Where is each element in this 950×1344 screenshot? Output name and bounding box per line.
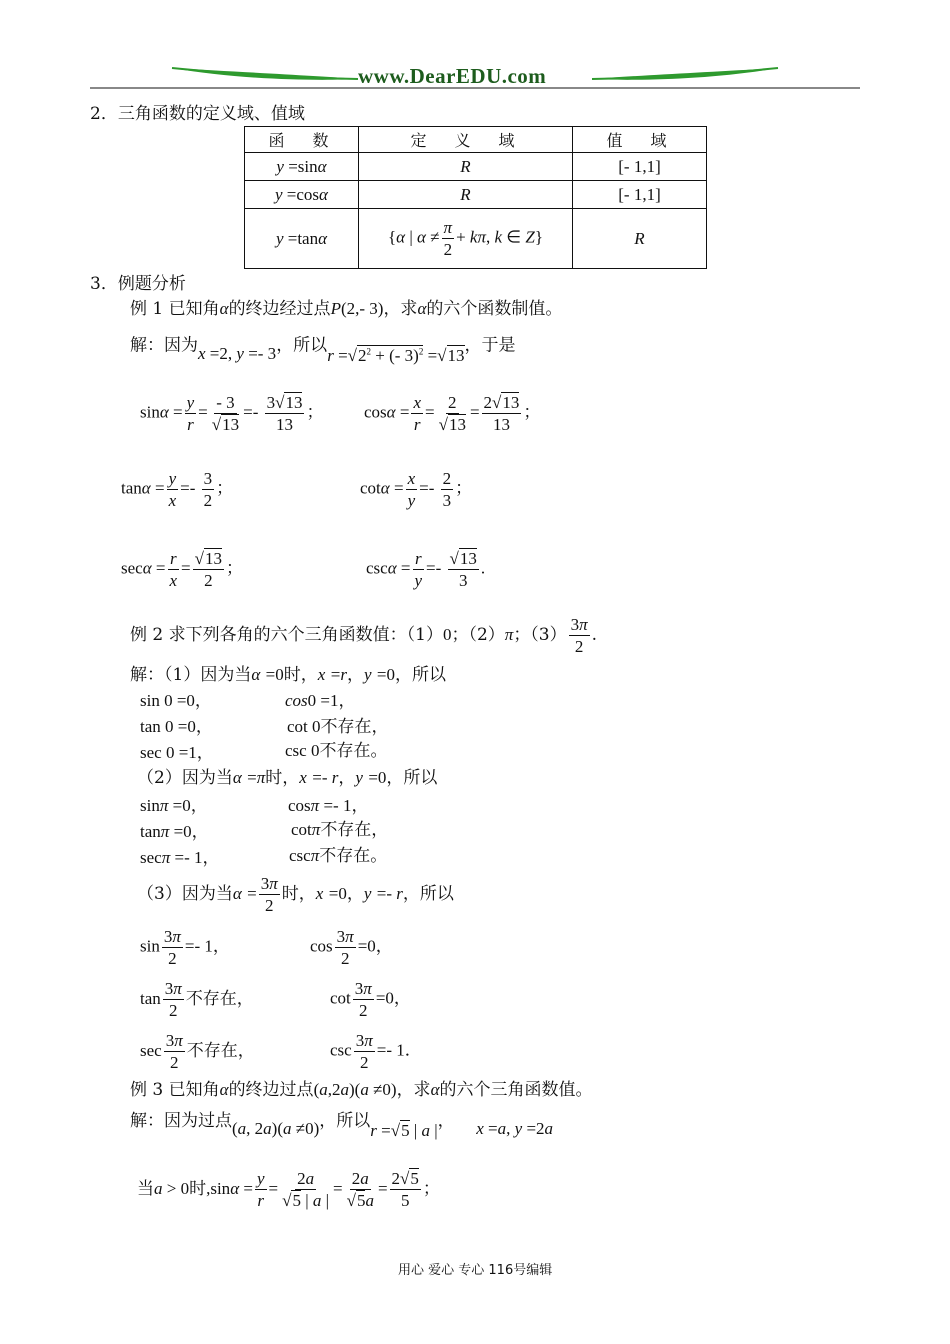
ex2-tanpi: tanπ =0， [140,822,209,841]
header-banner [90,62,860,92]
table-row [245,181,707,209]
ex2-sinpi: sinπ =0， [140,796,208,815]
domain-range-table [244,126,707,269]
ex2-sin0: sin 0 =0， [140,691,212,710]
ex1-cos: cosα = $\frac{x}{r}$ = 2 √ 13 = $\frac{2√ 13}{13}$ ； [364,392,540,435]
page-footer: 用心 爱心 专心 116号编辑 [398,1263,553,1278]
table-cell: R [359,153,573,181]
ex2-cospi: cosπ =- 1， [288,796,369,815]
site-logo: www.DearEDU.com [358,64,547,88]
table-header-cell: 定 义 域 [359,127,573,153]
ex2-cot0: cot 0不存在， [287,717,389,737]
section3-title: 3．例题分析 [90,274,186,294]
example1-prompt: 例 1 已知角α的终边经过点P(2,- 3)，求α的六个函数制值。 [130,299,563,319]
example2-part1-intro: 解：（1）因为当α =0时，x =r，y =0，所以 [130,665,446,685]
ex2-cot3pi2: cot $\frac{3\pi}{2}$ =0， [330,979,411,1020]
example2-part2-intro: （2）因为当α =π时，x =- r，y =0，所以 [137,768,438,788]
ex2-cos0: cos0 =1， [285,691,356,710]
ex2-tan3pi2: tan $\frac{3\pi}{2}$ 不存在， [140,979,254,1020]
ex2-secpi: secπ =- 1， [140,848,220,867]
ex2-cscpi: cscπ不存在。 [289,846,388,866]
table-row [245,153,707,181]
ex2-cotpi: cotπ不存在， [291,820,389,840]
example2-part3-intro: （3）因为当α = $\frac{3\pi}{2}$ 时，x =0，y =- r，所以 [137,874,454,915]
table-header-cell: 值 域 [573,127,707,153]
ex1-sin: sinα = $\frac{y}{r}$ = - 3 √ 13 =- $\frac{3√ 13}{13}$ ； [140,392,323,435]
ex2-csc0: csc 0不存在。 [285,741,388,761]
ex1-sec: secα = $\frac{r}{x}$ = √ $\frac{13}{2}$ ； [121,548,243,591]
section2-title: 2．三角函数的定义域、值域 [90,104,305,124]
table-cell: [- 1,1] [573,181,707,209]
ex2-sin3pi2: sin $\frac{3\pi}{2}$ =- 1， [140,927,230,968]
ex2-sec0: sec 0 =1， [140,743,214,762]
ex2-sec3pi2: sec $\frac{3\pi}{2}$ 不存在， [140,1031,255,1072]
table-header-row [245,127,707,153]
table-cell: [- 1,1] [573,153,707,181]
ex1-tan: tanα = $\frac{y}{x}$ =- $\frac{3}{2}$ ； [121,469,234,510]
ex1-cot: cotα = $\frac{x}{y}$ =- $\frac{2}{3}$ ； [360,469,473,510]
table-cell: y =cosα [245,181,359,209]
example3-solution: 解：因为过点(a, 2a)(a ≠0)，所以r =√ 5 | a |， x =a, y =2a [130,1110,553,1132]
table-cell: y =tanα [245,209,359,269]
table-cell: {α | α ≠ $\frac{\pi}{2}$ + kπ, k ∈ Z} [359,209,573,269]
table-cell: R [359,181,573,209]
ex2-csc3pi2: csc $\frac{3\pi}{2}$ =- 1． [330,1031,422,1072]
example1-solution-intro: 解：因为x =2, y =- 3，所以r =√ $2^2$ + (- 3)$^2$ =√ 13，于是 [130,330,516,357]
ex2-cos3pi2: cos $\frac{3\pi}{2}$ =0， [310,927,393,968]
example2-prompt: 例 2 求下列各角的六个三角函数值：（1）0；（2）π；（3） $\frac{3\pi}{2}$ . [130,615,598,656]
table-row [245,209,707,269]
ex2-tan0: tan 0 =0， [140,717,213,736]
table-cell: y =sinα [245,153,359,181]
ex1-csc: cscα = $\frac{r}{y}$ =- √ $\frac{13}{3}$ . [366,548,485,591]
example3-case-positive: 当a > 0时,sinα = $\frac{y}{r}$ = 2a √ 5 | a | = 2a √ 5a = $\frac{2√ 5}{5}$ ； [137,1168,440,1211]
example3-prompt: 例 3 已知角α的终边过点(a,2a)(a ≠0)，求α的六个三角函数值。 [130,1080,593,1100]
table-header-cell: 函 数 [245,127,359,153]
table-cell: R [573,209,707,269]
